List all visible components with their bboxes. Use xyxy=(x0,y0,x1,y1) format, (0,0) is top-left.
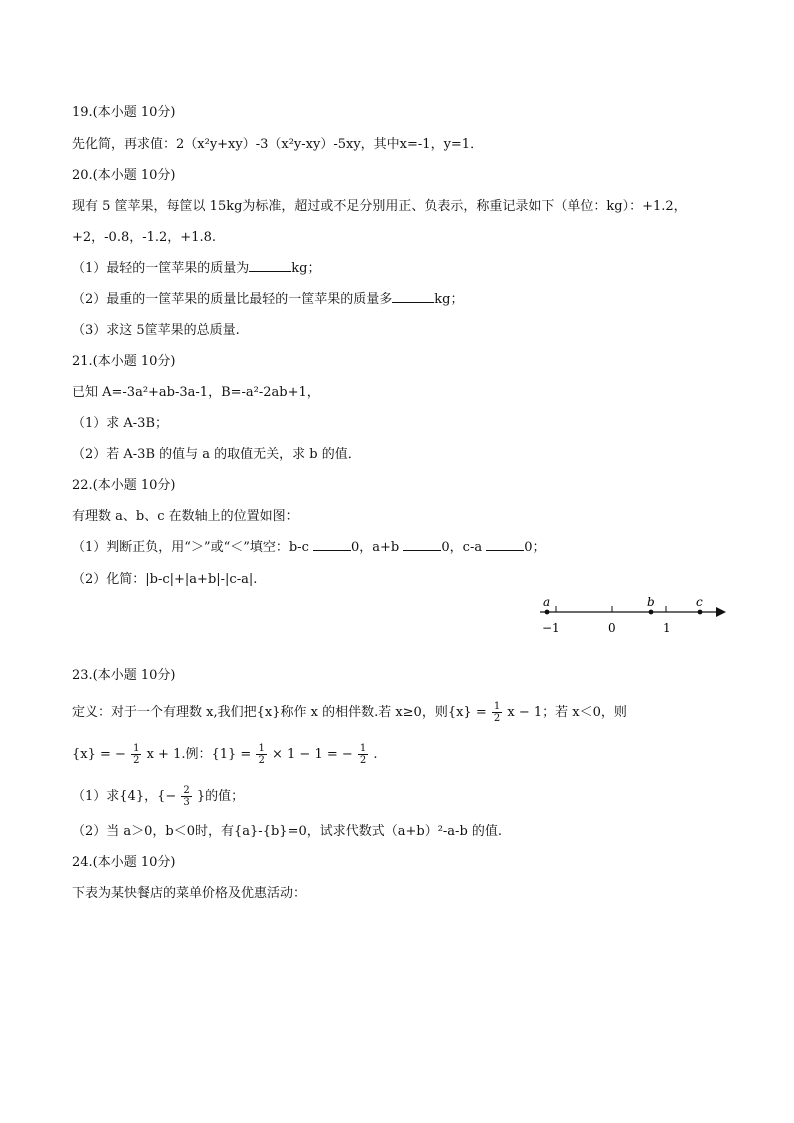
q22-part1-text-d: 0； xyxy=(524,540,546,555)
answer-blank[interactable] xyxy=(313,538,351,551)
q22-part1 xyxy=(72,538,546,558)
q20-part1-text: （1）最轻的一筐苹果的质量为 xyxy=(72,261,250,276)
q19-header: 19.(本小题 10分) xyxy=(72,105,176,120)
q22-text: 有理数 a、b、c 在数轴上的位置如图： xyxy=(72,509,299,524)
answer-blank[interactable] xyxy=(403,538,441,551)
arrow-head xyxy=(716,607,726,617)
q20-part1 xyxy=(72,259,320,279)
q20-text-1: 现有 5 筐苹果，每筐以 15kg为标准，超过或不足分别用正、负表示，称重记录如下（单位：kg）：+1.2， xyxy=(72,199,687,214)
q23-header: 23.(本小题 10分) xyxy=(72,668,176,683)
q21-part2: （2）若 A-3B 的值与 a 的取值无关，求 b 的值． xyxy=(72,447,361,462)
fraction-half: $\frac{1}{2}$ xyxy=(493,701,501,724)
q22-header: 22.(本小题 10分) xyxy=(72,478,176,493)
q22-part2: （2）化简：|b-c|+|a+b|-|c-a|. xyxy=(72,572,258,587)
q23-definition xyxy=(72,700,627,726)
q20-part3: （3）求这 5筐苹果的总质量. xyxy=(72,323,240,338)
fraction-half: $\frac{1}{2}$ xyxy=(133,743,140,766)
q23-part1-a: （1）求{4}，{− xyxy=(72,789,177,804)
q20-part2-text: （2）最重的一筐苹果的质量比最轻的一筐苹果的质量多 xyxy=(72,292,393,307)
q21-header: 21.(本小题 10分) xyxy=(72,354,176,369)
q22-part1-text-b: 0，a+b xyxy=(351,540,400,555)
fraction-two-thirds: $\frac{2}{3}$ xyxy=(183,785,190,808)
label-b: b xyxy=(647,595,655,609)
tick-label-one: 1 xyxy=(663,621,671,635)
point-b xyxy=(649,610,654,615)
label-c: c xyxy=(696,595,703,609)
fraction-half: $\frac{1}{2}$ xyxy=(258,743,265,766)
q20-part1-unit: kg； xyxy=(291,261,321,276)
q19-text: 先化简，再求值：2（x²y+xy）-3（x²y-xy）-5xy，其中x=-1，y=1． xyxy=(72,137,484,152)
q23-def-text-b: x − 1；若 x＜0，则 xyxy=(507,705,627,720)
q23-line2-d: . xyxy=(373,747,378,762)
point-a xyxy=(545,610,550,615)
q20-header: 20.(本小题 10分) xyxy=(72,168,176,183)
point-c xyxy=(698,610,703,615)
q23-line2-b: x + 1.例：{1} = xyxy=(146,747,252,762)
q21-text: 已知 A=-3a²+ab-3a-1，B=-a²-2ab+1， xyxy=(72,385,320,400)
q23-part2: （2）当 a＞0，b＜0时，有{a}-{b}=0，试求代数式（a+b）²-a-b 的值. xyxy=(72,824,503,839)
q23-def-text-a: 定义：对于一个有理数 x,我们把{x}称作 x 的相伴数.若 x≥0，则{x} = xyxy=(72,705,487,720)
fraction-half: $\frac{1}{2}$ xyxy=(359,743,367,766)
q22-part1-text: （1）判断正负，用“＞”或“＜”填空：b-c xyxy=(72,540,309,555)
answer-blank[interactable] xyxy=(392,290,434,303)
q20-text-2: +2，-0.8，-1.2，+1.8. xyxy=(72,230,216,245)
q23-line2-c: × 1 − 1 = − xyxy=(271,747,353,762)
q21-part1: （1）求 A-3B； xyxy=(72,416,169,431)
q24-header: 24.(本小题 10分) xyxy=(72,855,176,870)
q22-part1-text-c: 0，c-a xyxy=(441,540,483,555)
tick-label-neg1: −1 xyxy=(542,621,560,635)
answer-blank[interactable] xyxy=(249,259,291,272)
q23-part1 xyxy=(72,784,244,810)
label-a: a xyxy=(543,595,551,609)
q23-definition-line2 xyxy=(72,742,378,768)
tick-label-zero: 0 xyxy=(608,621,616,635)
number-line-diagram xyxy=(530,592,730,638)
answer-blank[interactable] xyxy=(486,538,524,551)
q23-line2-a: {x} = − xyxy=(72,747,126,762)
q20-part2-unit: kg； xyxy=(434,292,464,307)
q24-text: 下表为某快餐店的菜单价格及优惠活动： xyxy=(72,886,307,901)
q20-part2 xyxy=(72,290,463,310)
q23-part1-b: }的值； xyxy=(196,789,245,804)
